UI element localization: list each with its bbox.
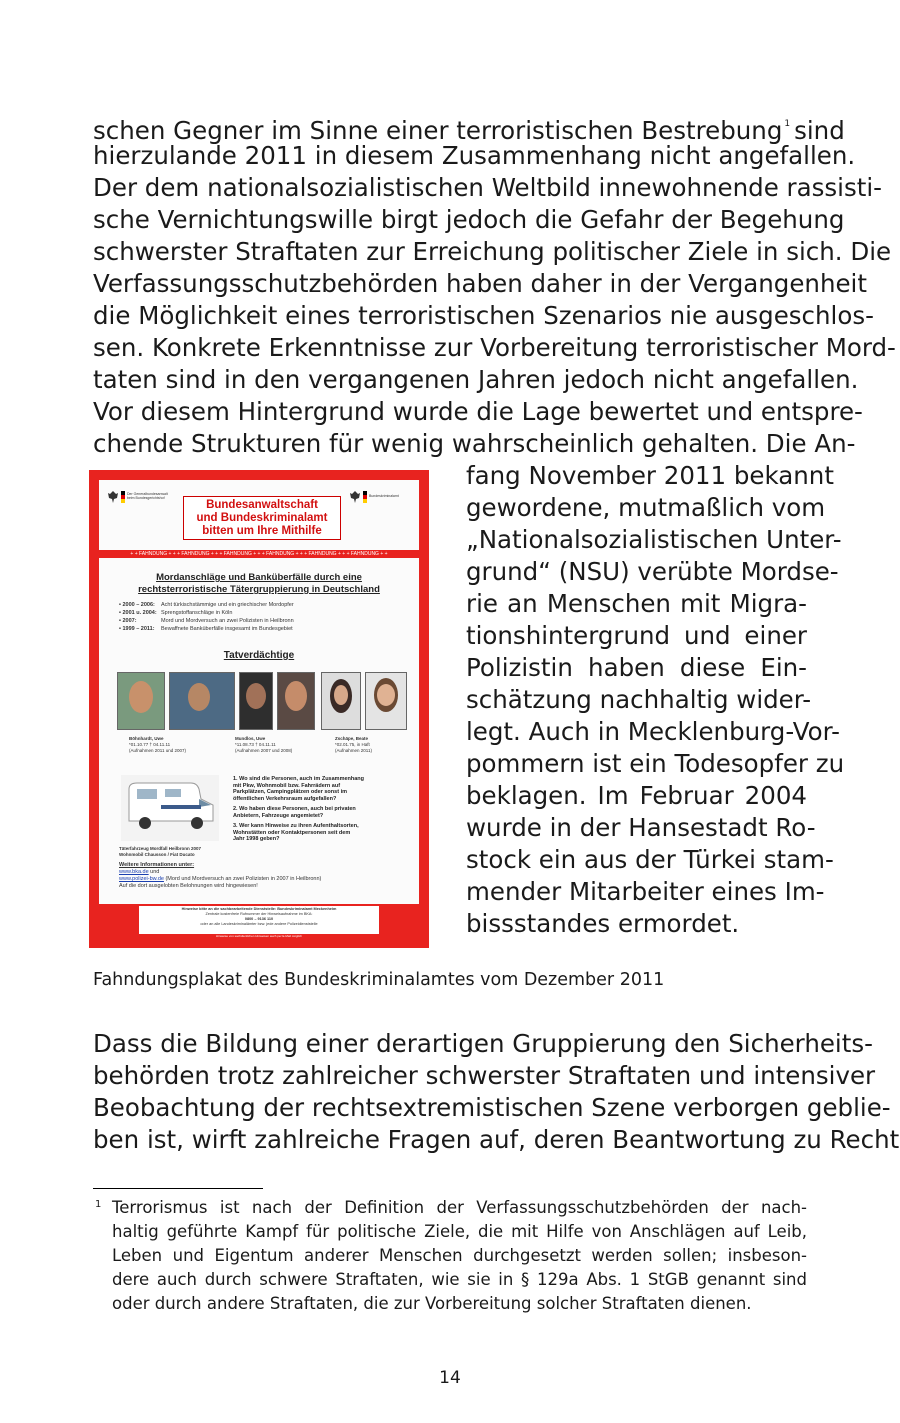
- bka-link[interactable]: www.bka.de: [119, 869, 149, 875]
- event-row: • 1999 – 2011: Bewaffnete Banküberfälle insgesamt im Bundesgebiet: [119, 626, 293, 632]
- side-line: beklagen. Im Februar 2004: [466, 781, 807, 810]
- question-item: 1. Wo sind die Personen, auch im Zusammenhang mit Pkw, Wohnmobil bzw. Fahrrädern auf Parkplätzen, Campingplätzen oder sonst im öffentlichen Verkehrsraum aufgefallen?: [233, 776, 365, 802]
- wanted-poster: [89, 470, 429, 948]
- fahndung-strip-text: + + FAHNDUNG + + + FAHNDUNG + + + FAHNDUNG + + + FAHNDUNG + + + FAHNDUNG + + + FAHNDUNG + +: [130, 551, 388, 557]
- poster-title-line: Bundesanwaltschaft: [206, 499, 318, 511]
- info-block: Weitere Informationen unter: www.bka.de und www.polizei-bw.de (Mord und Mordversuch an zwei Polizisten in 2007 in Heilbronn) Auf die dort ausgelobten Belohnungen wird hingewiesen!: [119, 862, 322, 889]
- event-row: • 2000 – 2006: Acht türkischstämmige und ein griechischer Mordopfer: [119, 602, 294, 608]
- suspect-photo: [117, 672, 165, 730]
- suspect-caption: Böhnhardt, Uwe *01.10.77 † 04.11.11 (Aufnahmen 2011 und 2007): [129, 736, 186, 753]
- question-item: 2. Wo haben diese Personen, auch bei privaten Anbietern, Fahrzeuge angemietet?: [233, 806, 356, 819]
- poster-sheet: [99, 480, 419, 938]
- suspect-photo: [277, 672, 315, 730]
- suspect-caption: Mundlos, Uwe *11.08.73 † 04.11.11 (Aufnahmen 2007 und 2008): [235, 736, 293, 753]
- logo-left-text: Der Generalbundesanwalt beim Bundesgerichtshof: [127, 492, 168, 500]
- vehicle-caption: Täterfahrzeug Mordfall Heilbronn 2007 Wohnmobil Chausson / Fiat Ducato: [119, 846, 202, 857]
- eagle-icon: [107, 490, 119, 504]
- body-line: Verfassungsschutzbehörden haben daher in der Vergangenheit: [93, 269, 867, 298]
- suspect-photo: [239, 672, 273, 730]
- polizei-bw-link[interactable]: www.polizei-bw.de: [119, 876, 164, 882]
- motorhome-image: [121, 775, 219, 841]
- side-line: „Nationalsozialistischen Unter-: [466, 525, 842, 554]
- footnote-number: 1: [95, 1199, 102, 1210]
- body-line: chende Strukturen für wenig wahrscheinlich gehalten. Die An-: [93, 429, 856, 458]
- poster-footnote: Hinweise von sachdienlichen Hinweisen auch per E-Mail möglich: [215, 934, 303, 938]
- event-row: • 2001 u. 2004: Sprengstoffanschläge in Köln: [119, 610, 233, 616]
- poster-footer-box: Hinweise bitte an die sachbearbeitende Dienststelle: Bundeskriminalamt Meckenheim Zentrale kostenfreie Rufnummer der Hinweisaufnahme im BKA: 0800 – 9136 110 oder an alle Landeskriminalämter bzw. jede andere Polizeidienststelle: [139, 906, 379, 934]
- body-line: taten sind in den vergangenen Jahren jedoch nicht angefallen.: [93, 365, 859, 394]
- poster-title-box: [183, 496, 341, 540]
- suspect-caption: Zschäpe, Beate *02.01.75, in Haft (Aufnahmen 2011): [335, 736, 372, 753]
- side-line: mender Mitarbeiter eines Im-: [466, 877, 825, 906]
- footnote-line: Terrorismus ist nach der Definition der Verfassungsschutzbehörden der nach-: [112, 1198, 807, 1217]
- footnote-line: dere auch durch schwere Straftaten, wie sie in § 129a Abs. 1 StGB genannt sind: [112, 1270, 807, 1289]
- poster-title-line: und Bundeskriminalamt: [196, 512, 328, 524]
- german-flag-icon: [121, 491, 125, 503]
- suspects-heading: Tatverdächtige: [223, 650, 295, 661]
- body-line: Vor diesem Hintergrund wurde die Lage bewertet und entspre-: [93, 397, 863, 426]
- suspect-photo: [321, 672, 361, 730]
- body-line: schen Gegner im Sinne einer terroristischen Bestrebung $^1$ sind: [93, 116, 845, 145]
- poster-footer: [99, 904, 419, 938]
- poster-headline: rechtsterroristische Tätergruppierung in Deutschland: [138, 584, 380, 595]
- body-line: die Möglichkeit eines terroristischen Szenarios nie ausgeschlos-: [93, 301, 874, 330]
- side-line: stock ein aus der Türkei stam-: [466, 845, 834, 874]
- footnote-line: haltig geführte Kampf für politische Ziele, die mit Hilfe von Anschlägen auf Leib,: [112, 1222, 807, 1241]
- body-line: ben ist, wirft zahlreiche Fragen auf, deren Beantwortung zu Recht: [93, 1125, 900, 1154]
- side-line: fang November 2011 bekannt: [466, 461, 834, 490]
- side-line: bissstandes ermordet.: [466, 909, 740, 938]
- suspect-photo: [169, 672, 235, 730]
- side-line: gewordene, mutmaßlich vom: [466, 493, 826, 522]
- body-line: Der dem nationalsozialistischen Weltbild innewohnende rassisti-: [93, 173, 883, 202]
- body-line: Beobachtung der rechtsextremistischen Szene verborgen geblie-: [93, 1093, 891, 1122]
- eagle-icon: [349, 490, 361, 504]
- logo-right-text: Bundeskriminalamt: [369, 494, 399, 498]
- side-line: grund“ (NSU) verübte Mordse-: [466, 557, 839, 586]
- side-line: rie an Menschen mit Migra-: [466, 589, 807, 618]
- side-line: pommern ist ein Todesopfer zu: [466, 749, 845, 778]
- footnote-line: Leben und Eigentum anderer Menschen durchgesetzt werden sollen; insbeson-: [112, 1246, 807, 1265]
- page-number: 14: [439, 1368, 461, 1388]
- footnote-divider: [93, 1188, 263, 1189]
- body-line: hierzulande 2011 in diesem Zusammenhang nicht angefallen.: [93, 141, 856, 170]
- fahndung-strip: [99, 550, 419, 558]
- body-line: sen. Konkrete Erkenntnisse zur Vorbereitung terroristischer Mord-: [93, 333, 896, 362]
- side-line: legt. Auch in Mecklenburg-Vor-: [466, 717, 840, 746]
- german-flag-icon: [363, 491, 367, 503]
- side-line: wurde in der Hansestadt Ro-: [466, 813, 816, 842]
- footnote-reference: 1: [784, 119, 791, 129]
- figure-caption: Fahndungsplakat des Bundeskriminalamtes vom Dezember 2011: [93, 970, 665, 990]
- event-row: • 2007: Mord und Mordversuch an zwei Polizisten in Heilbronn: [119, 618, 294, 624]
- side-line: schätzung nachhaltig wider-: [466, 685, 812, 714]
- suspect-photo: [365, 672, 407, 730]
- poster-title-line: bitten um Ihre Mithilfe: [202, 525, 322, 537]
- question-item: 3. Wer kann Hinweise zu ihren Aufenthaltsorten, Wohnstätten oder Kontaktpersonen seit dem Jahr 1998 geben?: [233, 823, 359, 842]
- body-line: sche Vernichtungswille birgt jedoch die Gefahr der Begehung: [93, 205, 845, 234]
- body-line: behörden trotz zahlreicher schwerster Straftaten und intensiver: [93, 1061, 876, 1090]
- side-line: tionshintergrund und einer: [466, 621, 807, 650]
- body-line: schwerster Straftaten zur Erreichung politischer Ziele in sich. Die: [93, 237, 892, 266]
- side-line: Polizistin haben diese Ein-: [466, 653, 807, 682]
- footnote-line: oder durch andere Straftaten, die zur Vorbereitung solcher Straftaten dienen.: [112, 1294, 752, 1313]
- body-line: Dass die Bildung einer derartigen Gruppierung den Sicherheits-: [93, 1029, 873, 1058]
- poster-headline: Mordanschläge und Banküberfälle durch eine: [156, 572, 362, 583]
